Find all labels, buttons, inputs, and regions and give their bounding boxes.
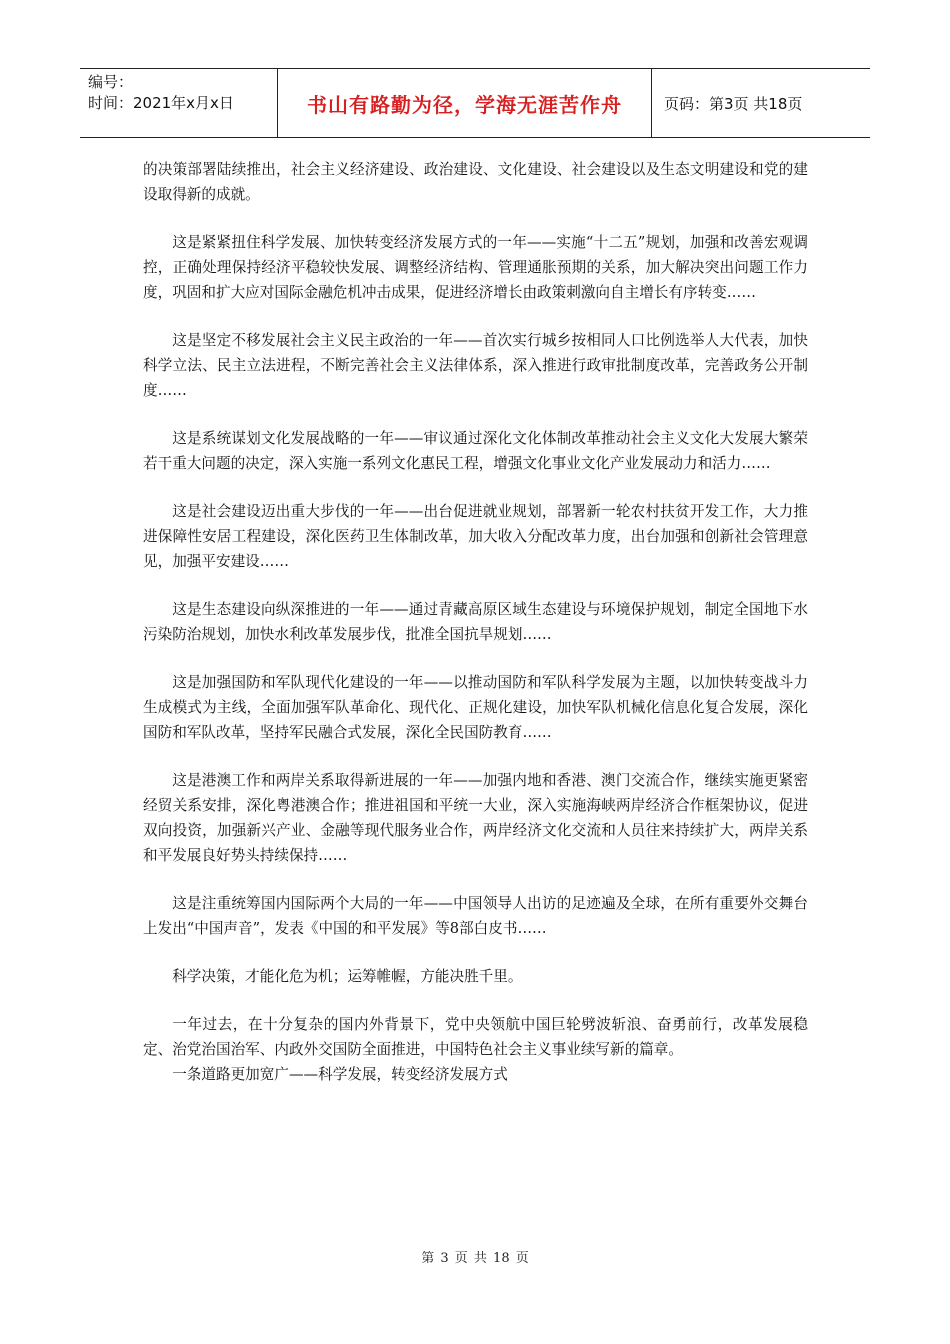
paragraph-section-heading: 一条道路更加宽广——科学发展，转变经济发展方式: [172, 1066, 508, 1083]
document-body: [143, 157, 808, 1110]
header-meta: [80, 69, 278, 137]
paragraph-economy: 这是紧紧扭住科学发展、加快转变经济发展方式的一年——实施“十二五”规划，加强和改善宏观调控，正确处理保持经济平稳较快发展、调整经济结构、管理通胀预期的关系，加大解决突出问题工作力度，巩固和扩大应对国际金融危机冲击成果，促进经济增长由政策刺激向自主增长有序转变……: [143, 234, 808, 301]
paragraph-culture: 这是系统谋划文化发展战略的一年——审议通过深化文化体制改革推动社会主义文化大发展大繁荣若干重大问题的决定，深入实施一系列文化惠民工程，增强文化事业文化产业发展动力和活力……: [143, 430, 808, 472]
document-number-label: 编号：: [88, 73, 134, 91]
header-motto: 书山有路勤为径，学海无涯苦作舟: [278, 69, 652, 137]
page-header: [80, 68, 870, 138]
page-footer-number: 第 3 页 共 18 页: [421, 1251, 529, 1266]
header-page-code: 页码：第3页 共18页: [664, 94, 803, 113]
paragraph-hk-macao-taiwan: 这是港澳工作和两岸关系取得新进展的一年——加强内地和香港、澳门交流合作，继续实施更紧密经贸关系安排，深化粤港澳合作；推进祖国和平统一大业，深入实施海峡两岸经济合作框架协议，促进双向投资，加强新兴产业、金融等现代服务业合作，两岸经济文化交流和人员往来持续扩大，两岸关系和平发展良好势头持续保持……: [143, 772, 808, 864]
paragraph-society: 这是社会建设迈出重大步伐的一年——出台促进就业规划，部署新一轮农村扶贫开发工作，大力推进保障性安居工程建设，深化医药卫生体制改革，加大收入分配改革力度，出台加强和创新社会管理意见，加强平安建设……: [143, 503, 808, 570]
paragraph-continuation: 的决策部署陆续推出，社会主义经济建设、政治建设、文化建设、社会建设以及生态文明建设和党的建设取得新的成就。: [143, 161, 808, 203]
paragraph-decision: 科学决策，才能化危为机；运筹帷幄，方能决胜千里。: [172, 968, 523, 985]
paragraph-democracy: 这是坚定不移发展社会主义民主政治的一年——首次实行城乡按相同人口比例选举人大代表，加快科学立法、民主立法进程，不断完善社会主义法律体系，深入推进行政审批制度改革，完善政务公开制度……: [143, 332, 808, 399]
paragraph-ecology: 这是生态建设向纵深推进的一年——通过青藏高原区域生态建设与环境保护规划，制定全国地下水污染防治规划，加快水利改革发展步伐，批准全国抗旱规划……: [143, 601, 808, 643]
paragraph-defense: 这是加强国防和军队现代化建设的一年——以推动国防和军队科学发展为主题，以加快转变战斗力生成模式为主线，全面加强军队革命化、现代化、正规化建设，加快军队机械化信息化复合发展，深化国防和军队改革，坚持军民融合式发展，深化全民国防教育……: [143, 674, 808, 741]
document-time: 时间：2021年x月x日: [88, 94, 234, 112]
paragraph-diplomacy: 这是注重统筹国内国际两个大局的一年——中国领导人出访的足迹遍及全球，在所有重要外交舞台上发出“中国声音”，发表《中国的和平发展》等8部白皮书……: [143, 895, 808, 937]
paragraph-summary: 一年过去，在十分复杂的国内外背景下，党中央领航中国巨轮劈波斩浪、奋勇前行，改革发展稳定、治党治国治军、内政外交国防全面推进，中国特色社会主义事业续写新的篇章。: [143, 1016, 808, 1058]
